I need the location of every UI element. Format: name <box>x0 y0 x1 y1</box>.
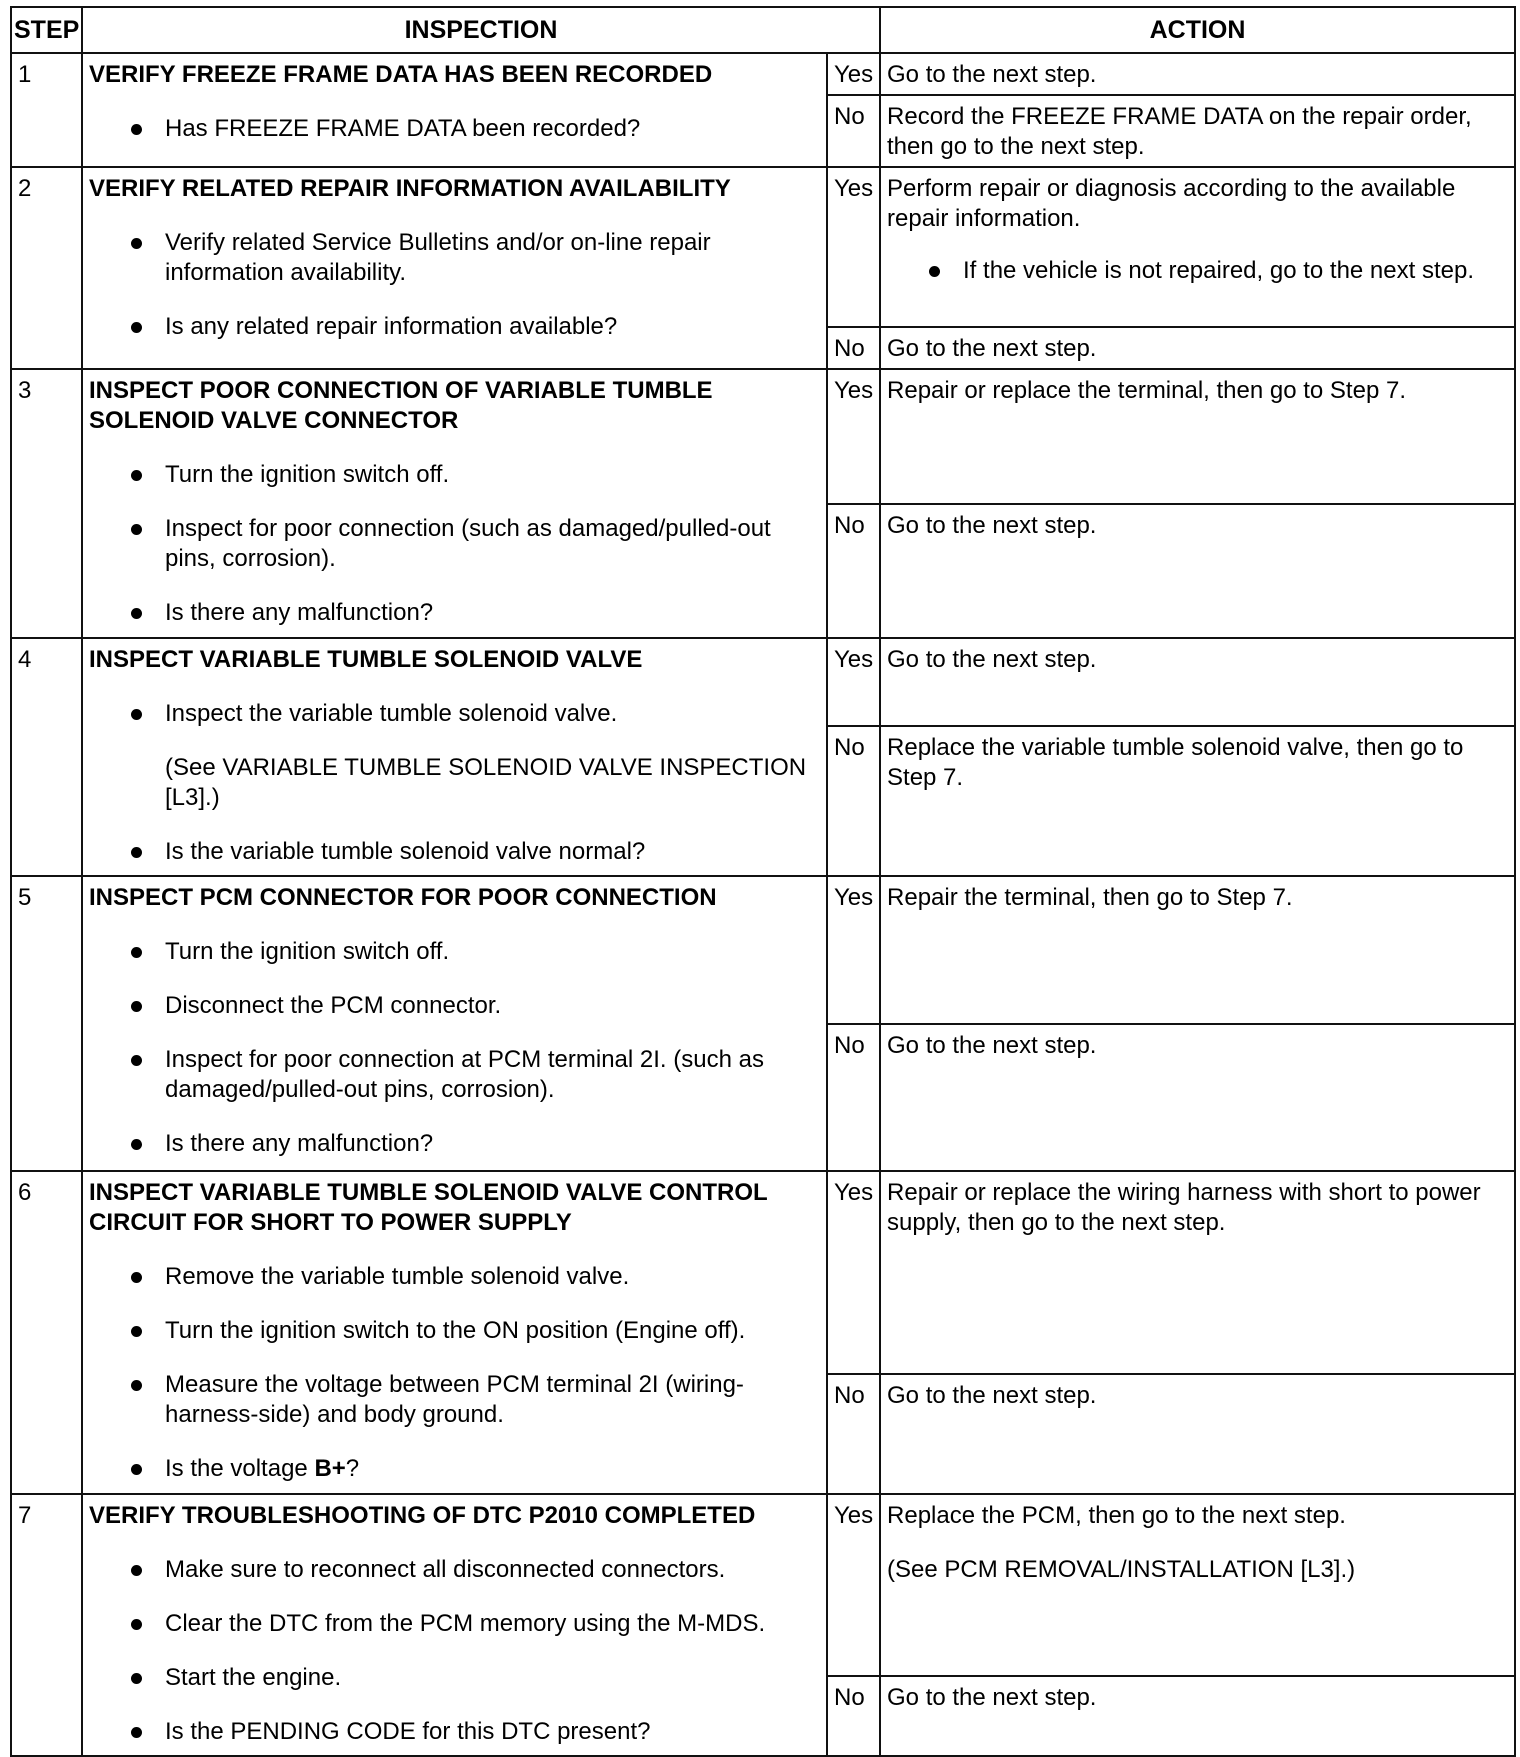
inspection-column-header: INSPECTION <box>82 7 880 53</box>
no-action: Go to the next step. <box>880 327 1515 369</box>
inspection-cell <box>82 638 827 876</box>
yes-action: Repair the terminal, then go to Step 7. <box>880 876 1515 1024</box>
step-number: 1 <box>11 53 82 167</box>
no-action: Go to the next step. <box>880 1024 1515 1171</box>
inspection-cell <box>82 167 827 369</box>
bullet-item: Clear the DTC from the PCM memory using the M-MDS. <box>89 1609 820 1639</box>
no-label: No <box>827 504 880 638</box>
bullet-list <box>89 460 820 628</box>
header-row <box>11 7 1515 53</box>
no-label: No <box>827 726 880 876</box>
inspection-cell <box>82 53 827 167</box>
no-action: Go to the next step. <box>880 1676 1515 1756</box>
no-label: No <box>827 95 880 167</box>
bullet-item: Disconnect the PCM connector. <box>89 991 820 1021</box>
bullet-icon <box>131 847 142 858</box>
bullet-icon <box>131 1464 142 1475</box>
bullet-item: Is the PENDING CODE for this DTC present? <box>89 1717 820 1747</box>
step-number: 3 <box>11 369 82 638</box>
yes-action: Repair or replace the terminal, then go to Step 7. <box>880 369 1515 504</box>
bullet-icon <box>131 1727 142 1738</box>
bullet-item: Measure the voltage between PCM terminal 2I (wiring-harness-side) and body ground. <box>89 1370 820 1430</box>
bullet-list <box>89 837 820 867</box>
step-7-yes-row <box>11 1494 1515 1676</box>
no-action: Go to the next step. <box>880 1374 1515 1494</box>
yes-label: Yes <box>827 638 880 726</box>
step-6-yes-row <box>11 1171 1515 1374</box>
step-title: INSPECT POOR CONNECTION OF VARIABLE TUMBLE SOLENOID VALVE CONNECTOR <box>89 377 713 434</box>
bullet-icon <box>131 1139 142 1150</box>
bullet-item: Start the engine. <box>89 1663 820 1693</box>
step-number: 2 <box>11 167 82 369</box>
no-action: Go to the next step. <box>880 504 1515 638</box>
no-label: No <box>827 1676 880 1756</box>
step-3-yes-row <box>11 369 1515 504</box>
bullet-icon <box>131 608 142 619</box>
bullet-list <box>89 1555 820 1747</box>
bullet-item: Turn the ignition switch to the ON position (Engine off). <box>89 1316 820 1346</box>
bullet-icon <box>131 709 142 720</box>
step-number: 5 <box>11 876 82 1171</box>
bullet-item: Turn the ignition switch off. <box>89 460 820 490</box>
bullet-item: Has FREEZE FRAME DATA been recorded? <box>89 114 820 144</box>
yes-action: Repair or replace the wiring harness with short to power supply, then go to the next step. <box>880 1171 1515 1374</box>
inspection-cell <box>82 876 827 1171</box>
bullet-item: Is there any malfunction? <box>89 1129 820 1159</box>
bullet-item: Verify related Service Bulletins and/or on-line repair information availability. <box>89 228 820 288</box>
bullet-icon <box>131 1001 142 1012</box>
bullet-item: Inspect for poor connection (such as damaged/pulled-out pins, corrosion). <box>89 514 820 574</box>
step-title: INSPECT VARIABLE TUMBLE SOLENOID VALVE <box>89 646 643 673</box>
step-number: 6 <box>11 1171 82 1494</box>
bullet-item: Make sure to reconnect all disconnected connectors. <box>89 1555 820 1585</box>
step-5-yes-row <box>11 876 1515 1024</box>
diagnostic-procedure-table <box>10 6 1516 1757</box>
yes-action: Go to the next step. <box>880 638 1515 726</box>
step-2-yes-row <box>11 167 1515 327</box>
bullet-list <box>89 228 820 342</box>
bullet-icon <box>131 1326 142 1337</box>
bullet-icon <box>131 238 142 249</box>
bullet-item: Is there any malfunction? <box>89 598 820 628</box>
step-number: 7 <box>11 1494 82 1756</box>
reference-note: (See PCM REMOVAL/INSTALLATION [L3].) <box>887 1556 1356 1583</box>
yes-action: Go to the next step. <box>880 53 1515 95</box>
bullet-item: Is any related repair information available? <box>89 312 820 342</box>
bullet-item: Is the voltage B+? <box>89 1454 820 1484</box>
step-title: INSPECT PCM CONNECTOR FOR POOR CONNECTION <box>89 884 717 911</box>
yes-action-cell <box>880 167 1515 327</box>
bullet-icon <box>131 1272 142 1283</box>
inspection-cell <box>82 1171 827 1494</box>
bullet-icon <box>131 1673 142 1684</box>
yes-action: Replace the PCM, then go to the next step. <box>887 1502 1346 1529</box>
yes-label: Yes <box>827 369 880 504</box>
bullet-list <box>89 114 820 144</box>
step-title: VERIFY TROUBLESHOOTING OF DTC P2010 COMPLETED <box>89 1502 756 1529</box>
bullet-icon <box>131 524 142 535</box>
no-label: No <box>827 1024 880 1171</box>
inspection-cell <box>82 369 827 638</box>
bullet-icon <box>131 947 142 958</box>
step-column-header: STEP <box>11 7 82 53</box>
action-column-header: ACTION <box>880 7 1515 53</box>
bullet-icon <box>131 1619 142 1630</box>
bullet-icon <box>131 1565 142 1576</box>
step-title: VERIFY FREEZE FRAME DATA HAS BEEN RECORDED <box>89 61 713 88</box>
bullet-icon <box>131 1055 142 1066</box>
yes-label: Yes <box>827 1171 880 1374</box>
no-label: No <box>827 327 880 369</box>
bullet-item: Inspect the variable tumble solenoid valve. <box>89 699 820 729</box>
step-4-yes-row <box>11 638 1515 726</box>
no-label: No <box>827 1374 880 1494</box>
step-title: VERIFY RELATED REPAIR INFORMATION AVAILABILITY <box>89 175 731 202</box>
bullet-icon <box>131 470 142 481</box>
yes-label: Yes <box>827 167 880 327</box>
bullet-icon <box>131 124 142 135</box>
bullet-item: Inspect for poor connection at PCM terminal 2I. (such as damaged/pulled-out pins, corrosion). <box>89 1045 820 1105</box>
yes-action: Perform repair or diagnosis according to the available repair information. <box>887 175 1456 232</box>
action-bullet: If the vehicle is not repaired, go to the next step. <box>887 256 1508 286</box>
bullet-icon <box>131 1380 142 1391</box>
bullet-item: Is the variable tumble solenoid valve normal? <box>89 837 820 867</box>
step-number: 4 <box>11 638 82 876</box>
reference-note: (See VARIABLE TUMBLE SOLENOID VALVE INSPECTION [L3].) <box>165 754 807 811</box>
bullet-item: Remove the variable tumble solenoid valve. <box>89 1262 820 1292</box>
step-1-yes-row <box>11 53 1515 95</box>
yes-label: Yes <box>827 53 880 95</box>
yes-action-cell <box>880 1494 1515 1676</box>
bullet-item: Turn the ignition switch off. <box>89 937 820 967</box>
step-title: INSPECT VARIABLE TUMBLE SOLENOID VALVE CONTROL CIRCUIT FOR SHORT TO POWER SUPPLY <box>89 1179 768 1236</box>
yes-label: Yes <box>827 876 880 1024</box>
bullet-icon <box>929 266 940 277</box>
no-action: Replace the variable tumble solenoid valve, then go to Step 7. <box>880 726 1515 876</box>
bullet-icon <box>131 322 142 333</box>
inspection-cell <box>82 1494 827 1756</box>
no-action: Record the FREEZE FRAME DATA on the repair order, then go to the next step. <box>880 95 1515 167</box>
bullet-list <box>89 699 820 729</box>
bullet-list <box>89 937 820 1159</box>
bullet-list <box>89 1262 820 1484</box>
yes-label: Yes <box>827 1494 880 1676</box>
